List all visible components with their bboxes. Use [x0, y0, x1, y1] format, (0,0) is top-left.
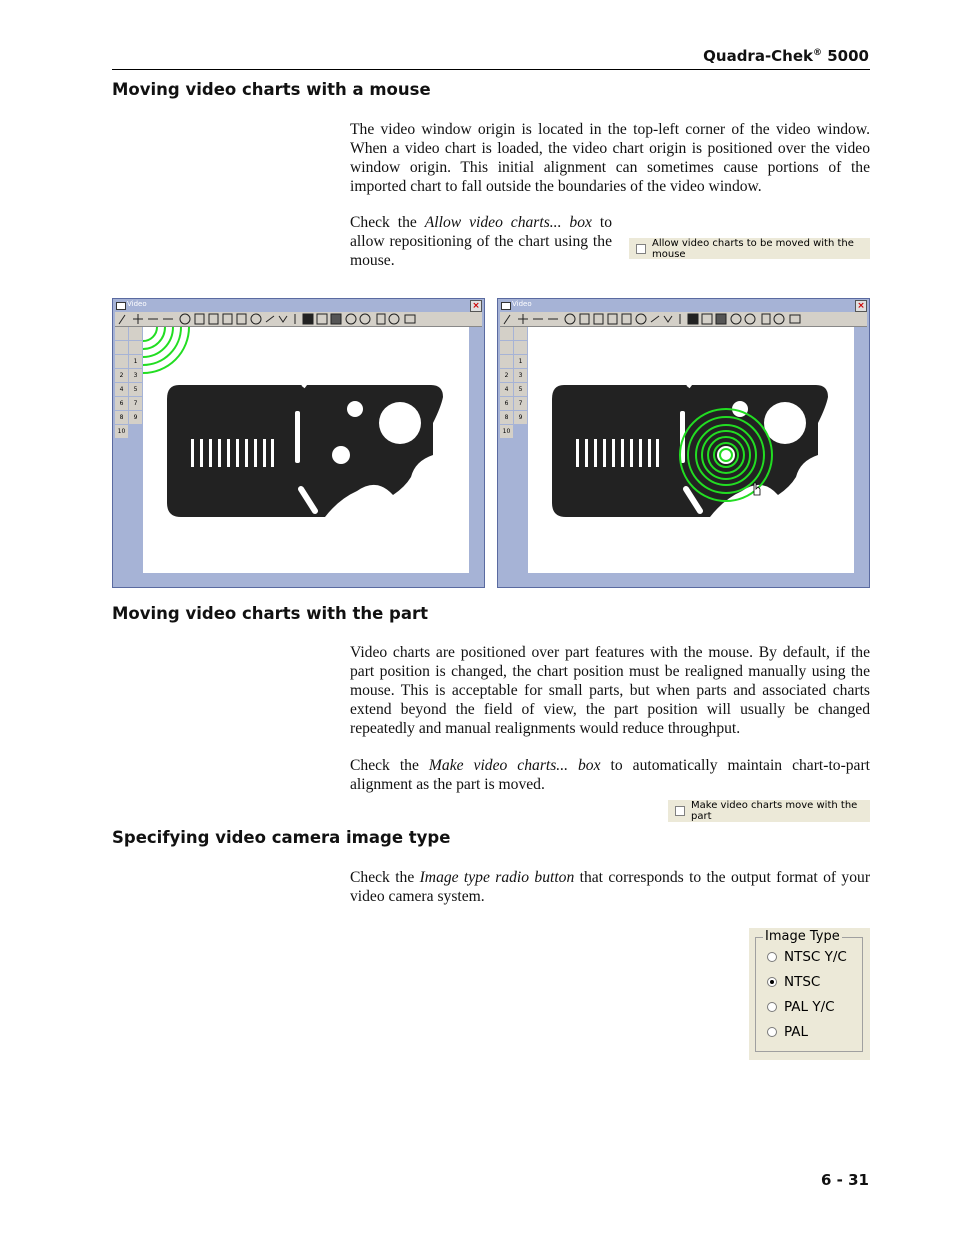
radio-label: PAL Y/C: [784, 999, 835, 1015]
side-button[interactable]: [514, 327, 527, 340]
window-icon: [116, 302, 126, 310]
side-button[interactable]: 2: [500, 369, 513, 382]
side-button[interactable]: 7: [514, 397, 527, 410]
side-button[interactable]: [129, 341, 142, 354]
header-rule: [112, 69, 870, 70]
video-canvas[interactable]: [528, 327, 854, 573]
allow-video-charts-checkbox[interactable]: [629, 238, 870, 259]
registered-mark: ®: [813, 48, 823, 58]
radio-label: NTSC Y/C: [784, 949, 847, 965]
chart-rings: [143, 327, 189, 373]
image-type-groupbox: [749, 928, 870, 1060]
side-button[interactable]: 5: [129, 383, 142, 396]
part-image: [528, 327, 854, 573]
side-button[interactable]: 4: [115, 383, 128, 396]
video-window-before: [112, 298, 485, 588]
side-button[interactable]: 7: [129, 397, 142, 410]
video-toolbar[interactable]: [500, 312, 867, 327]
side-button[interactable]: [514, 341, 527, 354]
side-button[interactable]: 8: [115, 411, 128, 424]
video-window-title: Video: [127, 300, 147, 308]
side-button[interactable]: [500, 355, 513, 368]
side-button[interactable]: 3: [129, 369, 142, 382]
side-button[interactable]: 10: [115, 425, 128, 438]
camera-paragraph-1: Check the Image type radio button that corresponds to the output format of your video camera system.: [350, 869, 871, 905]
side-button[interactable]: [115, 327, 128, 340]
radio-circle[interactable]: [767, 977, 777, 987]
part-paragraph-2: Check the Make video charts... box to automatically maintain chart-to-part alignment as the part is moved.: [350, 757, 871, 793]
product-name: Quadra-Chek: [703, 47, 814, 65]
side-button[interactable]: 4: [500, 383, 513, 396]
side-button[interactable]: 8: [500, 411, 513, 424]
close-icon[interactable]: ×: [470, 300, 482, 312]
radio-pal[interactable]: [767, 1024, 808, 1040]
toolbar-tool-icons[interactable]: [115, 312, 445, 326]
radio-circle[interactable]: [767, 1002, 777, 1012]
side-button[interactable]: 6: [500, 397, 513, 410]
close-icon[interactable]: ×: [855, 300, 867, 312]
video-titlebar: [113, 299, 484, 312]
toolbar-tool-icons[interactable]: [500, 312, 830, 326]
running-header: [703, 47, 869, 65]
mouse-paragraph-2: Check the Allow video charts... box to allow repositioning of the chart using the mouse.: [350, 214, 613, 269]
window-icon: [501, 302, 511, 310]
side-button[interactable]: [115, 341, 128, 354]
radio-label: PAL: [784, 1024, 809, 1040]
side-button[interactable]: 9: [129, 411, 142, 424]
part-image: [143, 327, 469, 573]
radio-ntsc-yc[interactable]: [767, 949, 847, 965]
checkbox-box[interactable]: [675, 806, 685, 816]
side-button[interactable]: [500, 327, 513, 340]
part-paragraph-1: Video charts are positioned over part features with the mouse. By default, if the part position is changed, the chart position must be realigned manually using the mouse. This is acceptable for small parts, but when parts and associated charts extend beyond the field of view, the part position will usually be changed repeatedly and manual realignments would reduce throughput.: [350, 644, 870, 737]
video-toolbar[interactable]: [115, 312, 482, 327]
side-button[interactable]: 10: [500, 425, 513, 438]
checkbox-box[interactable]: [636, 244, 646, 254]
checkbox-label: Allow video charts to be moved with the mouse: [652, 237, 854, 260]
section-title-part: Moving video charts with the part: [112, 604, 429, 623]
product-number: 5000: [822, 47, 869, 65]
checkbox-label: Make video charts move with the part: [691, 800, 858, 822]
side-button[interactable]: [115, 355, 128, 368]
side-button[interactable]: 3: [514, 369, 527, 382]
side-button[interactable]: 1: [514, 355, 527, 368]
radio-circle[interactable]: [767, 1027, 777, 1037]
video-canvas[interactable]: [143, 327, 469, 573]
side-button[interactable]: [500, 341, 513, 354]
section-title-mouse: Moving video charts with a mouse: [112, 80, 431, 99]
section-title-camera: Specifying video camera image type: [112, 828, 451, 847]
side-button[interactable]: 5: [514, 383, 527, 396]
video-side-panel: [500, 327, 527, 585]
side-button[interactable]: 1: [129, 355, 142, 368]
side-button[interactable]: [129, 327, 142, 340]
radio-label: NTSC: [784, 974, 821, 990]
page-number: 6 - 31: [821, 1171, 869, 1189]
video-titlebar: [498, 299, 869, 312]
side-button[interactable]: 2: [115, 369, 128, 382]
image-type-legend: Image Type: [765, 929, 840, 944]
make-video-charts-move-checkbox[interactable]: [668, 800, 870, 822]
video-side-panel: [115, 327, 142, 585]
video-window-after: [497, 298, 870, 588]
side-button[interactable]: 6: [115, 397, 128, 410]
radio-ntsc[interactable]: [767, 974, 820, 990]
video-window-title: Video: [512, 300, 532, 308]
radio-circle[interactable]: [767, 952, 777, 962]
side-button[interactable]: 9: [514, 411, 527, 424]
radio-pal-yc[interactable]: [767, 999, 835, 1015]
mouse-paragraph-1: The video window origin is located in the top-left corner of the video window. When a video chart is loaded, the video chart origin is positioned over the video window origin. This initial alignment can sometimes cause portions of the imported chart to fall outside the boundaries of the video window.: [350, 121, 870, 195]
